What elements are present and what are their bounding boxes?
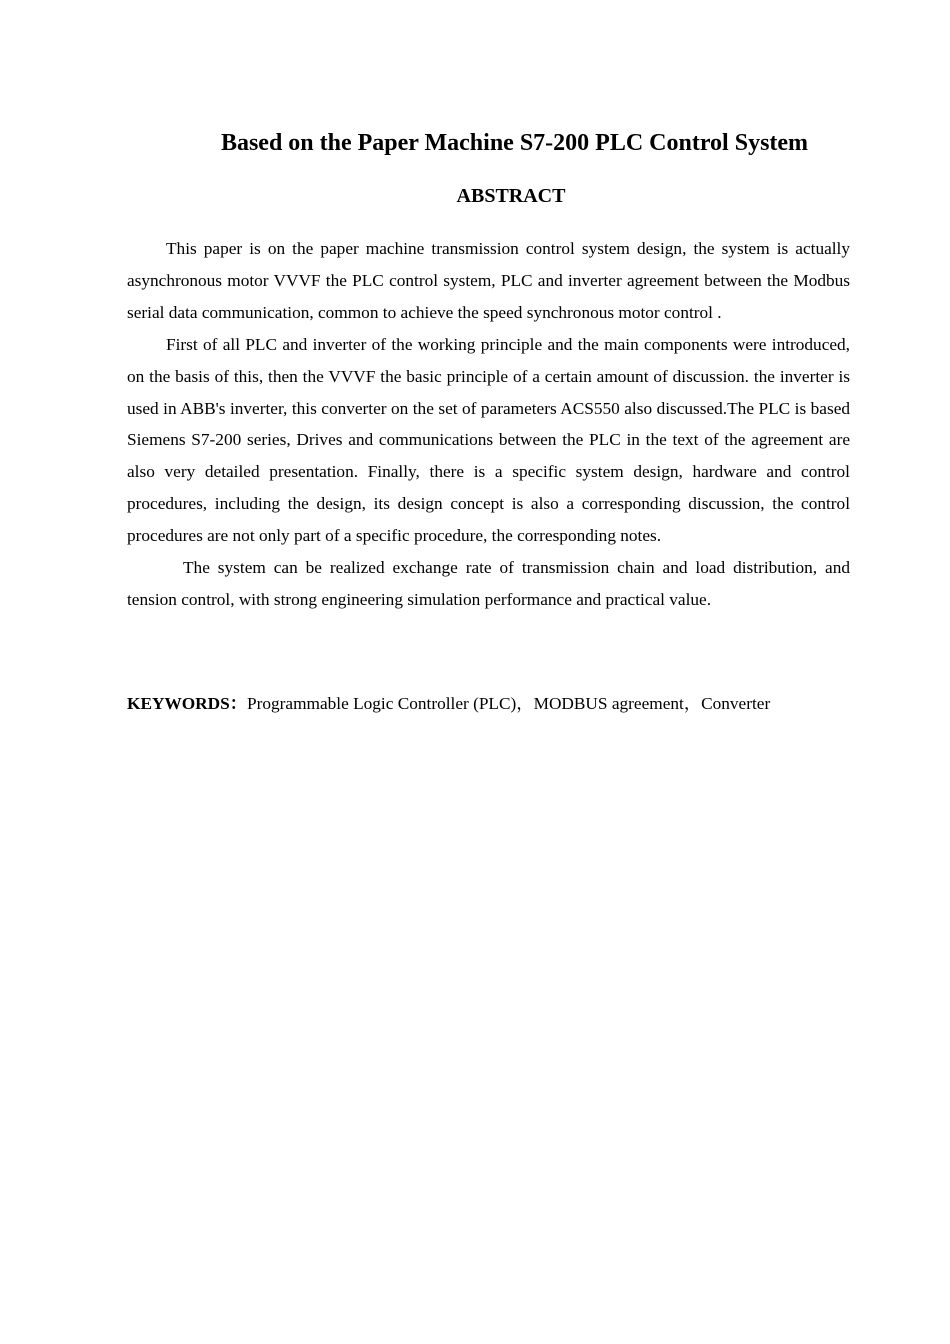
abstract-heading: ABSTRACT [456, 185, 566, 207]
keyword-item: MODBUS agreement [533, 694, 684, 713]
keyword-item: Programmable Logic Controller (PLC) [247, 694, 517, 713]
keywords-label: KEYWORDS： [127, 694, 248, 713]
abstract-paragraph-3: The system can be realized exchange rate of transmission chain and load distribution, and tension control, with strong engineering simulation performance and practical value. [127, 558, 850, 609]
keyword-item: Converter [701, 694, 771, 713]
abstract-paragraph-1: This paper is on the paper machine transmission control system design, the system is actually asynchronous motor VVVF the PLC control system, PLC and inverter agreement between the Modbus serial data communication, common to achieve the speed synchronous motor control . [127, 239, 850, 322]
keyword-separator: ， [516, 694, 534, 713]
keywords-line [127, 690, 887, 718]
abstract-paragraph-2: First of all PLC and inverter of the working principle and the main components were introduced, on the basis of this, then the VVVF the basic principle of a certain amount of discussion. the inverter is used in ABB's inverter, this converter on the set of parameters ACS550 also discussed.The PLC is based Siemens S7-200 series, Drives and communications between the PLC in the text of the agreement are also very detailed presentation. Finally, there is a specific system design, hardware and control procedures, including the design, its design concept is also a corresponding discussion, the control procedures are not only part of a specific procedure, the corresponding notes. [127, 334, 850, 546]
paper-title: Based on the Paper Machine S7-200 PLC Control System [220, 130, 809, 156]
keyword-separator: ， [683, 694, 702, 713]
abstract-body [127, 233, 850, 616]
